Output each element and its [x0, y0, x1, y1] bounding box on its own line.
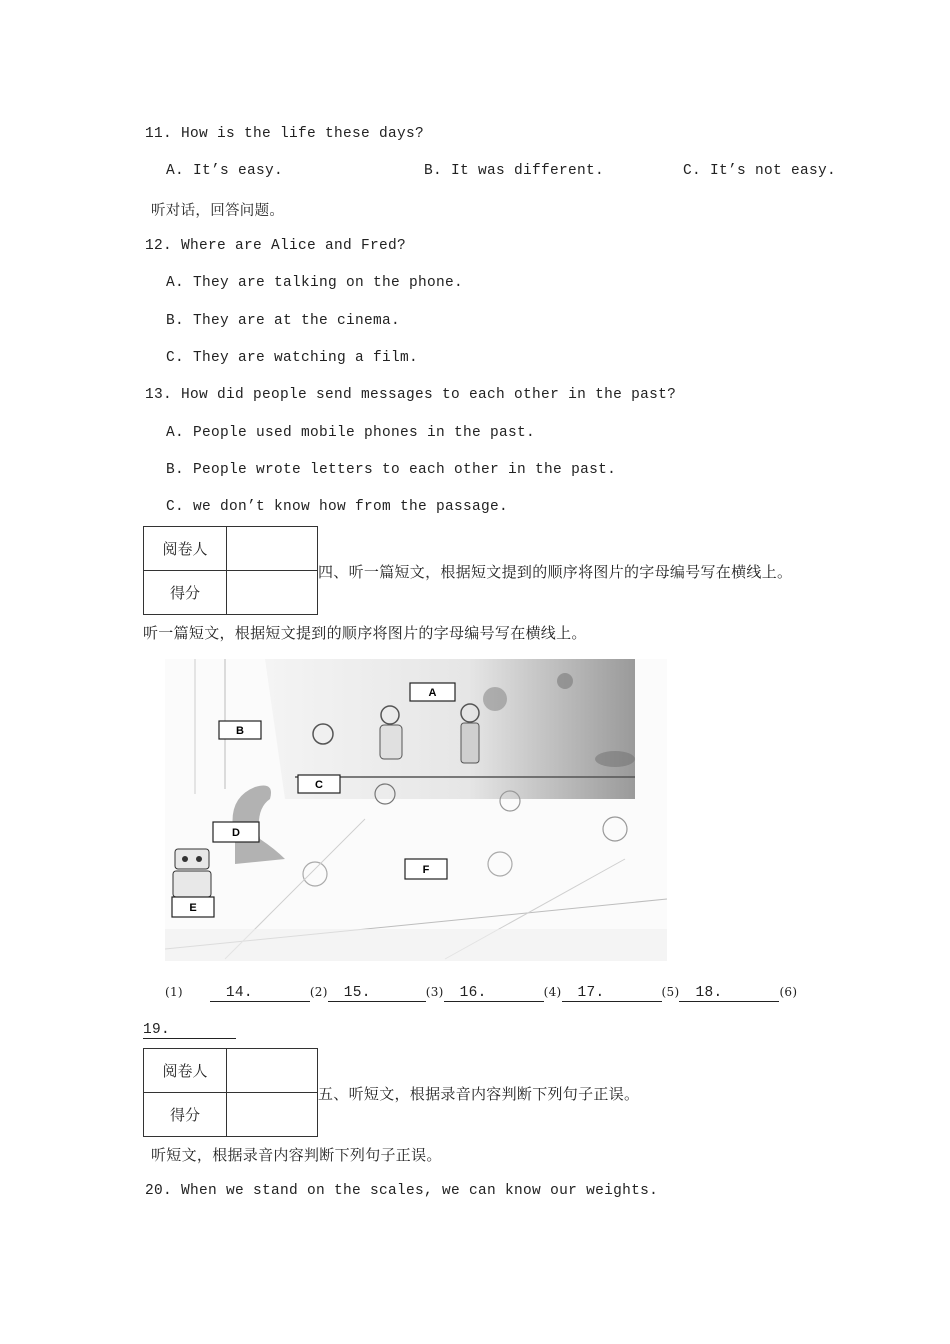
- q11-option-c: C. It’s not easy.: [683, 163, 837, 179]
- score-label: 得分: [144, 1093, 227, 1137]
- planet-shape: [595, 751, 635, 767]
- answer-row-continued: [143, 1021, 236, 1039]
- answer-blank-14[interactable]: 14.: [210, 985, 310, 1002]
- q13-question: 13. How did people send messages to each other in the past?: [145, 387, 677, 403]
- label-a: A: [428, 687, 437, 699]
- label-d: D: [232, 827, 240, 839]
- reviewer-label: 阅卷人: [144, 527, 227, 571]
- order-number: (5): [661, 985, 680, 999]
- label-b: B: [236, 725, 244, 737]
- robot-figure: [196, 856, 202, 862]
- q20-statement: 20. When we stand on the scales, we can know our weights.: [145, 1183, 659, 1199]
- score-cell[interactable]: [227, 571, 318, 615]
- score-label: 得分: [144, 571, 227, 615]
- order-number: (3): [425, 985, 444, 999]
- student-figure: [380, 725, 402, 759]
- label-box-c: [298, 775, 340, 793]
- floor: [165, 929, 667, 961]
- section5-instruction: 听短文，根据录音内容判断下列句子正误。: [151, 1146, 442, 1164]
- label-box-e: [172, 897, 214, 917]
- score-cell[interactable]: [227, 1093, 318, 1137]
- label-box-d: [213, 822, 259, 842]
- q11-option-b: B. It was different.: [424, 163, 605, 179]
- q12-option-c: C. They are watching a film.: [166, 350, 419, 366]
- robot-figure: [182, 856, 188, 862]
- robot-figure: [175, 849, 209, 869]
- planet-shape: [483, 687, 507, 711]
- order-number: (6): [779, 985, 798, 999]
- classroom-picture: [165, 659, 667, 961]
- score-table-section4: [143, 526, 318, 615]
- label-box-f: [405, 859, 447, 879]
- section5-heading: 五、听短文，根据录音内容判断下列句子正误。: [318, 1085, 640, 1103]
- order-number: (2): [309, 985, 328, 999]
- q11-question: 11. How is the life these days?: [145, 126, 425, 142]
- label-box-b: [219, 721, 261, 739]
- teacher-figure: [461, 723, 479, 763]
- answer-blank-17[interactable]: 17.: [562, 985, 662, 1002]
- order-number: (1): [165, 985, 183, 999]
- q12-option-a: A. They are talking on the phone.: [166, 275, 464, 291]
- reviewer-cell[interactable]: [227, 1049, 318, 1093]
- dialog-instruction: 听对话，回答问题。: [151, 203, 285, 219]
- reviewer-label: 阅卷人: [144, 1049, 227, 1093]
- q13-option-c: C. we don’t know how from the passage.: [166, 499, 509, 515]
- answer-blank-19[interactable]: 19.: [143, 1022, 236, 1039]
- q13-option-b: B. People wrote letters to each other in the past.: [166, 462, 617, 478]
- order-number: (4): [543, 985, 562, 999]
- planet-shape: [557, 673, 573, 689]
- label-box-a: [410, 683, 455, 701]
- answer-row: [165, 984, 797, 1002]
- answer-blank-18[interactable]: 18.: [679, 985, 779, 1002]
- q12-question: 12. Where are Alice and Fred?: [145, 238, 407, 254]
- q12-option-b: B. They are at the cinema.: [166, 313, 401, 329]
- label-f: F: [422, 864, 430, 876]
- label-c: C: [315, 779, 323, 791]
- label-e: E: [189, 902, 197, 914]
- section4-heading: 四、听一篇短文，根据短文提到的顺序将图片的字母编号写在横线上。: [318, 563, 793, 581]
- answer-blank-16[interactable]: 16.: [444, 985, 544, 1002]
- score-table-section5: [143, 1048, 318, 1137]
- q13-option-a: A. People used mobile phones in the past.: [166, 425, 536, 441]
- reviewer-cell[interactable]: [227, 527, 318, 571]
- section4-instruction: 听一篇短文，根据短文提到的顺序将图片的字母编号写在横线上。: [143, 624, 587, 642]
- q11-option-a: A. It’s easy.: [166, 163, 284, 179]
- answer-blank-15[interactable]: 15.: [328, 985, 426, 1002]
- robot-figure: [173, 871, 211, 897]
